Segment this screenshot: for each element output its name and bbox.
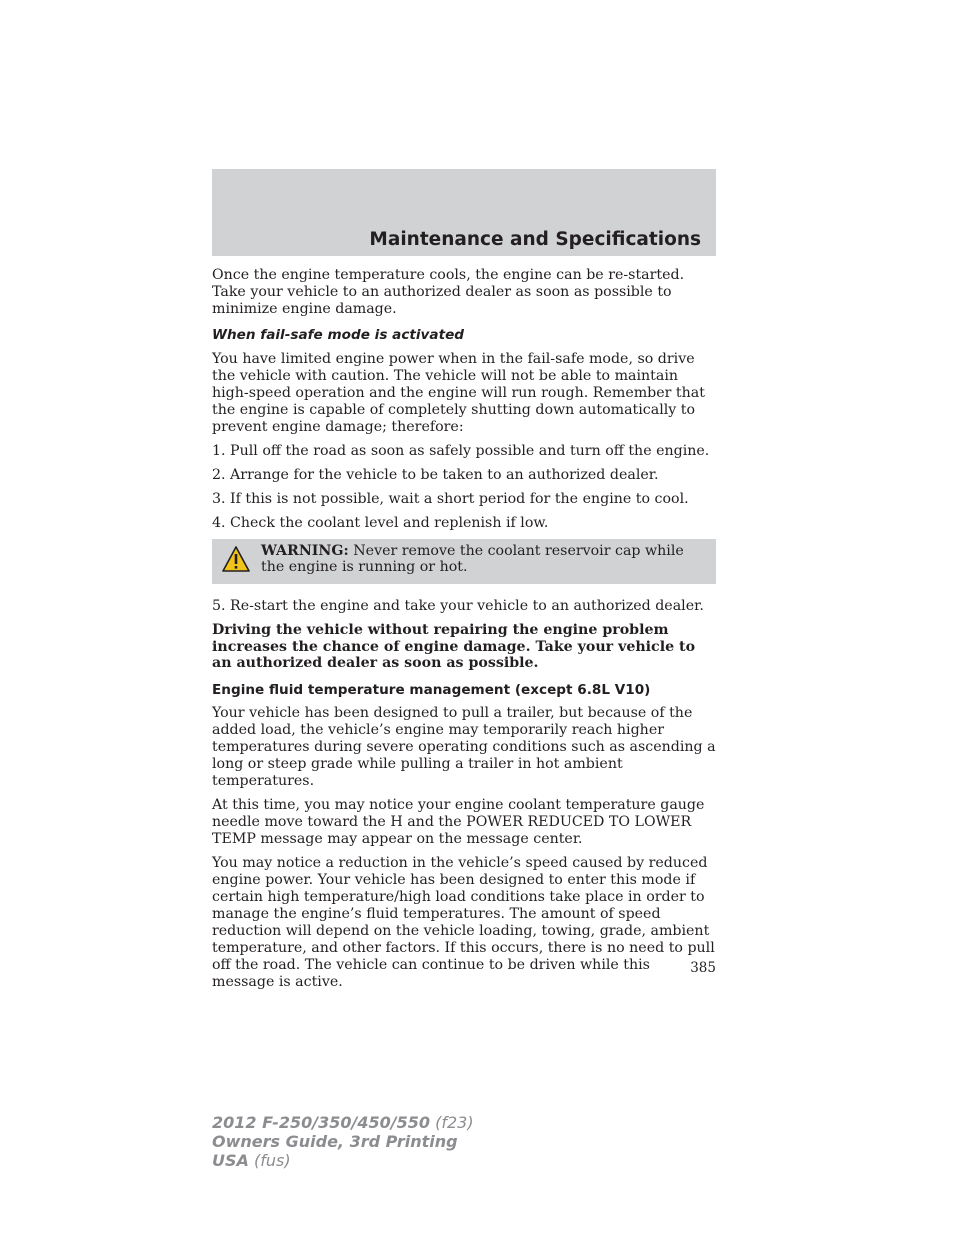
bold-caution-paragraph: Driving the vehicle without repairing the engine problem increases the chance of engine damage. Take your vehicle to an authorized dealer as soon as possible. xyxy=(212,622,696,671)
fluid-paragraph-1: Your vehicle has been designed to pull a trailer, but because of the added load, the vehicle’s engine may temporarily reach higher temperatures during severe operating conditions such as ascending a long or steep grade while pulling a trailer in hot ambient temperatures. xyxy=(212,704,716,789)
list-item: 5. Re-start the engine and take your vehicle to an authorized dealer. xyxy=(212,598,704,614)
list-item: 3. If this is not possible, wait a short period for the engine to cool. xyxy=(212,491,689,507)
fluid-paragraph-3: You may notice a reduction in the vehicle’s speed caused by reduced engine power. Your vehicle has been designed to enter this mode if certain high temperature/high load conditions take place in order to manage the engine’s fluid temperatures. The amount of speed reduction will depend on the vehicle loading, towing, grade, ambient temperature, and other factors. If this occurs, there is no need to pull off the road. The vehicle can continue to be driven while this message is active. xyxy=(212,854,715,990)
list-item: 4. Check the coolant level and replenish if low. xyxy=(212,515,549,531)
warning-triangle-icon xyxy=(221,545,251,573)
footer-line-2: Owners Guide, 3rd Printing xyxy=(212,1132,458,1151)
failsafe-subheading: When fail-safe mode is activated xyxy=(212,327,465,343)
warning-text xyxy=(261,543,702,575)
list-item: 1. Pull off the road as soon as safely possible and turn off the engine. xyxy=(212,443,710,459)
warning-label: WARNING: xyxy=(261,543,349,559)
document-footer xyxy=(212,1113,474,1170)
intro-paragraph: Once the engine temperature cools, the engine can be re-started. Take your vehicle to an authorized dealer as soon as possible to minimize engine damage. xyxy=(212,267,685,317)
footer-line-3 xyxy=(212,1151,474,1170)
page-content xyxy=(212,267,716,991)
page-number: 385 xyxy=(690,960,716,976)
failsafe-paragraph: You have limited engine power when in the fail-safe mode, so drive the vehicle with caution. The vehicle will not be able to maintain high-speed operation and the engine will run rough. Remember that the engine is capable of completely shutting down automatically to prevent engine damage; therefore: xyxy=(212,351,705,435)
warning-message: Never remove the coolant reservoir cap while the engine is running or hot. xyxy=(261,543,684,575)
list-item: 2. Arrange for the vehicle to be taken to an authorized dealer. xyxy=(212,467,659,483)
footer-line-1 xyxy=(212,1113,474,1132)
section-title: Maintenance and Specifications xyxy=(369,229,701,250)
footer-region: USA xyxy=(212,1151,249,1170)
footer-model-code: (f23) xyxy=(430,1113,474,1132)
warning-box xyxy=(212,539,716,584)
fluid-paragraph-2: At this time, you may notice your engine coolant temperature gauge needle move toward the H and the POWER REDUCED TO LOWER TEMP message may appear on the message center. xyxy=(212,796,705,847)
footer-model: 2012 F-250/350/450/550 xyxy=(212,1113,430,1132)
section-header-band xyxy=(212,169,716,256)
footer-region-code: (fus) xyxy=(248,1151,291,1170)
fluid-temp-subheading: Engine fluid temperature management (except 6.8L V10) xyxy=(212,681,651,698)
